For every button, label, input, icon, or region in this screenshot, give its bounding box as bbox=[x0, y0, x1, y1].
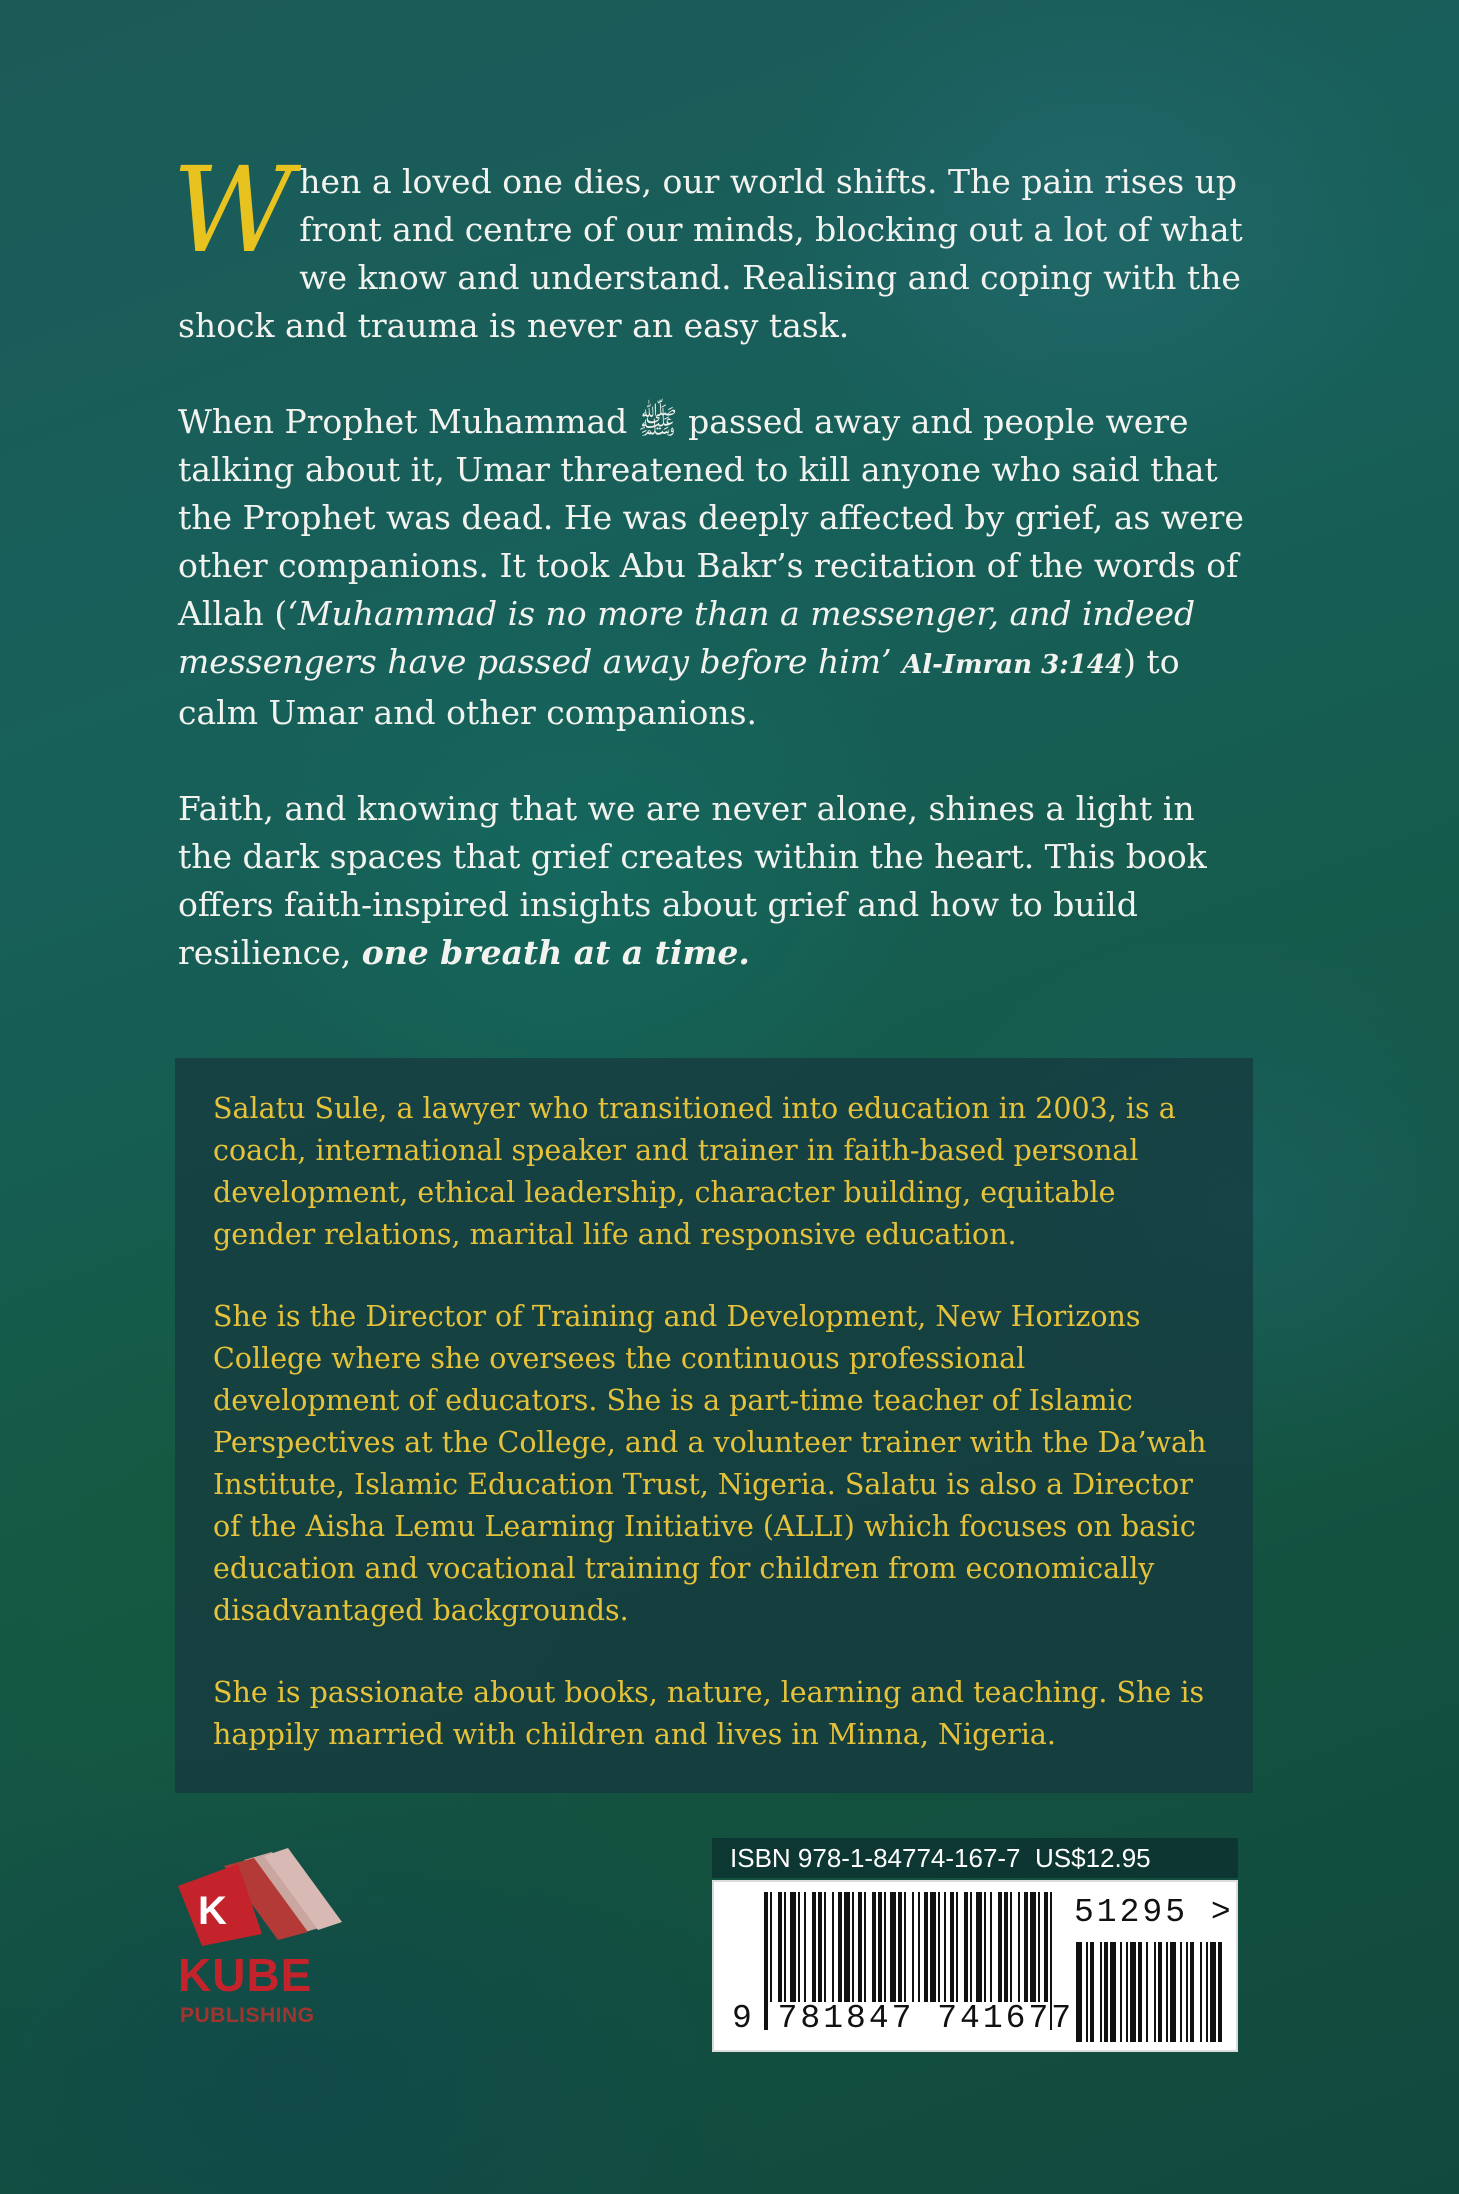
blurb-text-2a: When Prophet Muhammad ﷺ passed away and people were talking about it, Umar threatened to kill anyone who said that the Prophet was dead. He was deeply affected by grief, as were other companions. It took Abu Bakr’s recitation of the words of Allah ( bbox=[178, 402, 1244, 633]
bio-paragraph-3: She is passionate about books, nature, learning and teaching. She is happily married with children and lives in Minna, Nigeria. bbox=[213, 1676, 1205, 1751]
blurb-paragraph-1 bbox=[172, 141, 1258, 350]
book-stack-icon bbox=[176, 1838, 356, 1948]
publisher-subtitle: PUBLISHING bbox=[180, 2004, 315, 2027]
blurb-emphasis: one breath at a time. bbox=[361, 933, 750, 972]
blurb-text-1: hen a loved one dies, our world shifts. The pain rises up front and centre of our minds, blocking out a lot of what we know and understand. Realising and coping with the shock and trauma is never an easy task. bbox=[178, 162, 1243, 345]
price-label: US$12.95 bbox=[1034, 1843, 1151, 1873]
bio-paragraph-1: Salatu Sule, a lawyer who transitioned into education in 2003, is a coach, international speaker and trainer in faith-based personal development, ethical leadership, character building, equitable gender relations, marital life and responsive education. bbox=[213, 1092, 1176, 1251]
isbn-label: ISBN 978-1-84774-167-7 bbox=[730, 1843, 1021, 1873]
blurb-paragraph-3 bbox=[178, 785, 1258, 977]
barcode bbox=[712, 1880, 1238, 2052]
quran-reference: Al-Imran 3:144 bbox=[902, 650, 1124, 680]
barcode-digits: 9 781847 741677 bbox=[732, 2000, 1075, 2037]
author-bio-box bbox=[175, 1058, 1253, 1793]
barcode-price-code: 51295 > bbox=[1074, 1894, 1234, 1931]
blurb-text-3: Faith, and knowing that we are never alone, shines a light in the dark spaces that grief creates within the heart. This book offers faith-inspired insights about grief and how to build resilience, bbox=[178, 789, 1207, 972]
publisher-logo bbox=[176, 1838, 356, 2038]
blurb-paragraph-2 bbox=[178, 398, 1258, 737]
blurb bbox=[172, 141, 1258, 1025]
quran-quote: ‘Muhammad is no more than a messenger, and indeed messengers have passed away before him’ bbox=[178, 594, 1196, 681]
blurb-text-2b: ) to calm Umar and other companions. bbox=[178, 642, 1180, 732]
bio-paragraph-2: She is the Director of Training and Development, New Horizons College where she oversees the continuous professional development of educators. She is a part-time teacher of Islamic Perspectives at the College, and a volunteer trainer with the Da’wah Institute, Islamic Education Trust, Nigeria. Salatu is also a Director of the Aisha Lemu Learning Initiative (ALLI) which focuses on basic education and vocational training for children from economically disadvantaged backgrounds. bbox=[213, 1300, 1207, 1627]
publisher-name: KUBE bbox=[178, 1949, 313, 2001]
logo-letter: K bbox=[198, 1889, 227, 1933]
isbn-price-line bbox=[712, 1838, 1238, 1878]
drop-cap: W bbox=[172, 141, 294, 279]
